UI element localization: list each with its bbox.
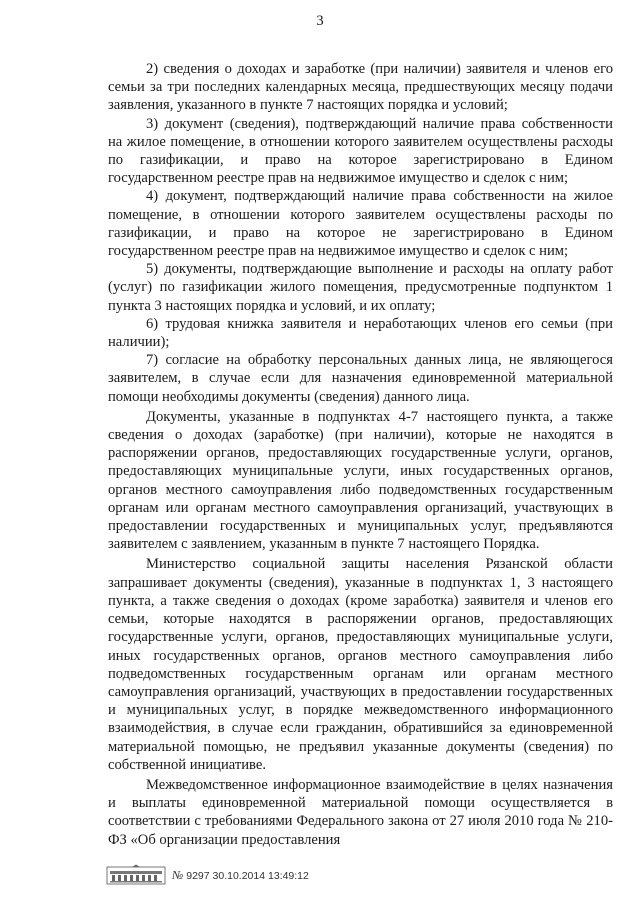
paragraph-item-4: 4) документ, подтверждающий наличие права собственности на жилое помещение, в отношении которого заявителем осуществлены расходы по газификации, и право на которое не зарегистрировано в Едином государственном реестре прав на недвижимое имущество и сделок с ним; xyxy=(108,188,613,260)
document-body xyxy=(108,60,613,849)
building-logo-icon xyxy=(106,864,166,886)
paragraph-documents: Документы, указанные в подпунктах 4-7 настоящего пункта, а также сведения о доходах (заработке) (при наличии), которые не находятся в распоряжении органов, предоставляющих государственные услуги, органов, предоставляющих муниципальные услуги, иных государственных органов, органов местного самоуправления либо подведомственных государственным органам или органам местного самоуправления организаций, участвующих в предоставлении государственных и муниципальных услуг, предъявляются заявителем с заявлением, указанным в пункте 7 настоящего Порядка. xyxy=(108,408,613,553)
paragraph-item-3: 3) документ (сведения), подтверждающий наличие права собственности на жилое помещение, в отношении которого заявителем осуществлены расходы по газификации, и право на которое зарегистрировано в Едином государственном реестре прав на недвижимое имущество и сделок с ним; xyxy=(108,115,613,187)
registration-number xyxy=(172,868,309,883)
registration-datetime: 9297 30.10.2014 13:49:12 xyxy=(186,870,309,882)
paragraph-item-5: 5) документы, подтверждающие выполнение и расходы на оплату работ (услуг) по газификации жилого помещения, предусмотренные подпунктом 1 пункта 3 настоящих порядка и условий, и их оплату; xyxy=(108,261,613,314)
number-sign: № xyxy=(172,868,184,882)
paragraph-item-7: 7) согласие на обработку персональных данных лица, не являющегося заявителем, в случае если для назначения единовременной материальной помощи необходимы документы (сведения) данного лица. xyxy=(108,352,613,405)
paragraph-ministry: Министерство социальной защиты населения Рязанской области запрашивает документы (сведения), указанные в подпунктах 1, 3 настоящего пункта, а также сведения о доходах (кроме заработка) заявителя и членов его семьи, которые находятся в распоряжении органов, предоставляющих государственные услуги, органов, предоставляющих муниципальные услуги, иных государственных органов, органов местного самоуправления либо подведомственных государственным органам или органам местного самоуправления организаций, участвующих в предоставлении государственных и муниципальных услуг, в порядке межведомственного информационного взаимодействия, в случае если гражданин, обратившийся за единовременной материальной помощью, не предъявил указанные документы (сведения) по собственной инициативе. xyxy=(108,556,613,773)
paragraph-item-6: 6) трудовая книжка заявителя и неработающих членов его семьи (при наличии); xyxy=(108,315,613,351)
page-number: 3 xyxy=(316,13,324,29)
registration-stamp xyxy=(106,864,406,888)
paragraph-item-2: 2) сведения о доходах и заработке (при наличии) заявителя и членов его семьи за три последних календарных месяца, предшествующих месяцу подачи заявления, указанного в пункте 7 настоящих порядка и условий; xyxy=(108,61,613,114)
paragraph-interaction: Межведомственное информационное взаимодействие в целях назначения и выплаты единовременной материальной помощи осуществляется в соответствии с требованиями Федерального закона от 27 июля 2010 года № 210-ФЗ «Об организации предоставления xyxy=(108,776,613,848)
